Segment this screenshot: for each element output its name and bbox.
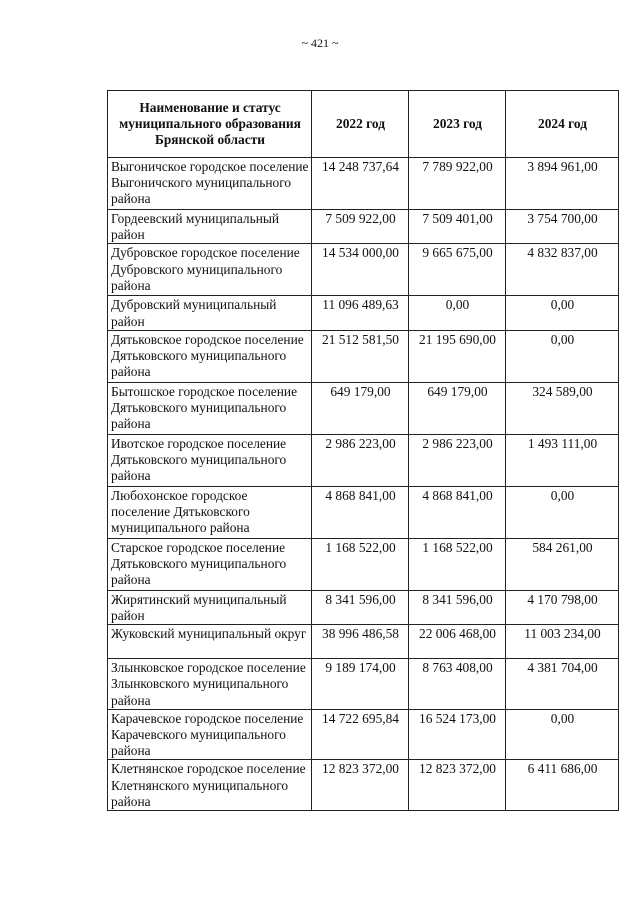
row-name-cell: Гордеевский муниципальный район xyxy=(108,210,312,244)
table-row xyxy=(108,210,619,244)
row-value-2022: 11 096 489,63 xyxy=(312,296,409,330)
row-value-2024: 4 170 798,00 xyxy=(506,590,619,624)
row-value-2022: 12 823 372,00 xyxy=(312,760,409,811)
table-row xyxy=(108,486,619,538)
table-row xyxy=(108,434,619,486)
row-name-cell: Клетнянское городское поселение Клетнянского муниципального района xyxy=(108,760,312,811)
row-value-2023: 16 524 173,00 xyxy=(409,709,506,760)
row-value-2022: 9 189 174,00 xyxy=(312,659,409,710)
row-value-2024: 0,00 xyxy=(506,330,619,382)
row-value-2022: 2 986 223,00 xyxy=(312,434,409,486)
row-value-2024: 3 754 700,00 xyxy=(506,210,619,244)
row-value-2024: 4 832 837,00 xyxy=(506,244,619,296)
row-value-2023: 9 665 675,00 xyxy=(409,244,506,296)
header-2022: 2022 год xyxy=(312,91,409,158)
table-row xyxy=(108,382,619,434)
row-name-cell: Дубровское городское поселение Дубровского муниципального района xyxy=(108,244,312,296)
table-row xyxy=(108,330,619,382)
row-name-cell: Ивотское городское поселение Дятьковского муниципального района xyxy=(108,434,312,486)
row-name-cell: Старское городское поселение Дятьковского муниципального района xyxy=(108,538,312,590)
row-value-2022: 7 509 922,00 xyxy=(312,210,409,244)
table-row xyxy=(108,590,619,624)
header-2023: 2023 год xyxy=(409,91,506,158)
table-row xyxy=(108,244,619,296)
row-value-2022: 14 248 737,64 xyxy=(312,158,409,210)
row-name-cell: Дятьковское городское поселение Дятьковского муниципального района xyxy=(108,330,312,382)
row-value-2022: 14 534 000,00 xyxy=(312,244,409,296)
row-name-cell: Злынковское городское поселение Злынковского муниципального района xyxy=(108,659,312,710)
row-value-2023: 2 986 223,00 xyxy=(409,434,506,486)
table-row xyxy=(108,538,619,590)
row-value-2024: 0,00 xyxy=(506,709,619,760)
table-body xyxy=(108,158,619,811)
row-name-cell: Жирятинский муниципальный район xyxy=(108,590,312,624)
row-name-cell: Любохонское городское поселение Дятьковского муниципального района xyxy=(108,486,312,538)
row-value-2024: 3 894 961,00 xyxy=(506,158,619,210)
row-value-2023: 12 823 372,00 xyxy=(409,760,506,811)
page-number: ~ 421 ~ xyxy=(301,36,339,50)
row-value-2024: 584 261,00 xyxy=(506,538,619,590)
table-header-row xyxy=(108,91,619,158)
row-value-2024: 0,00 xyxy=(506,486,619,538)
budget-table xyxy=(107,90,619,811)
row-value-2023: 4 868 841,00 xyxy=(409,486,506,538)
table-row xyxy=(108,659,619,710)
row-value-2024: 324 589,00 xyxy=(506,382,619,434)
row-value-2023: 7 509 401,00 xyxy=(409,210,506,244)
row-value-2024: 6 411 686,00 xyxy=(506,760,619,811)
row-value-2022: 8 341 596,00 xyxy=(312,590,409,624)
row-value-2023: 8 341 596,00 xyxy=(409,590,506,624)
row-value-2022: 38 996 486,58 xyxy=(312,625,409,659)
row-value-2023: 21 195 690,00 xyxy=(409,330,506,382)
header-name: Наименование и статус муниципального образования Брянской области xyxy=(108,91,312,158)
row-name-cell: Карачевское городское поселение Карачевского муниципального района xyxy=(108,709,312,760)
table-row xyxy=(108,760,619,811)
row-value-2022: 4 868 841,00 xyxy=(312,486,409,538)
row-value-2022: 649 179,00 xyxy=(312,382,409,434)
row-name-cell: Дубровский муниципальный район xyxy=(108,296,312,330)
row-value-2024: 1 493 111,00 xyxy=(506,434,619,486)
row-name-cell: Жуковский муниципальный округ xyxy=(108,625,312,659)
row-value-2022: 14 722 695,84 xyxy=(312,709,409,760)
row-value-2024: 11 003 234,00 xyxy=(506,625,619,659)
row-name-cell: Бытошское городское поселение Дятьковского муниципального района xyxy=(108,382,312,434)
row-value-2022: 1 168 522,00 xyxy=(312,538,409,590)
row-name-cell: Выгоничское городское поселение Выгоничского муниципального района xyxy=(108,158,312,210)
row-value-2023: 0,00 xyxy=(409,296,506,330)
row-value-2023: 649 179,00 xyxy=(409,382,506,434)
table-row xyxy=(108,709,619,760)
table-row xyxy=(108,158,619,210)
table-row xyxy=(108,625,619,659)
row-value-2024: 4 381 704,00 xyxy=(506,659,619,710)
table-row xyxy=(108,296,619,330)
row-value-2023: 8 763 408,00 xyxy=(409,659,506,710)
row-value-2023: 7 789 922,00 xyxy=(409,158,506,210)
row-value-2024: 0,00 xyxy=(506,296,619,330)
row-value-2022: 21 512 581,50 xyxy=(312,330,409,382)
header-2024: 2024 год xyxy=(506,91,619,158)
row-value-2023: 22 006 468,00 xyxy=(409,625,506,659)
row-value-2023: 1 168 522,00 xyxy=(409,538,506,590)
